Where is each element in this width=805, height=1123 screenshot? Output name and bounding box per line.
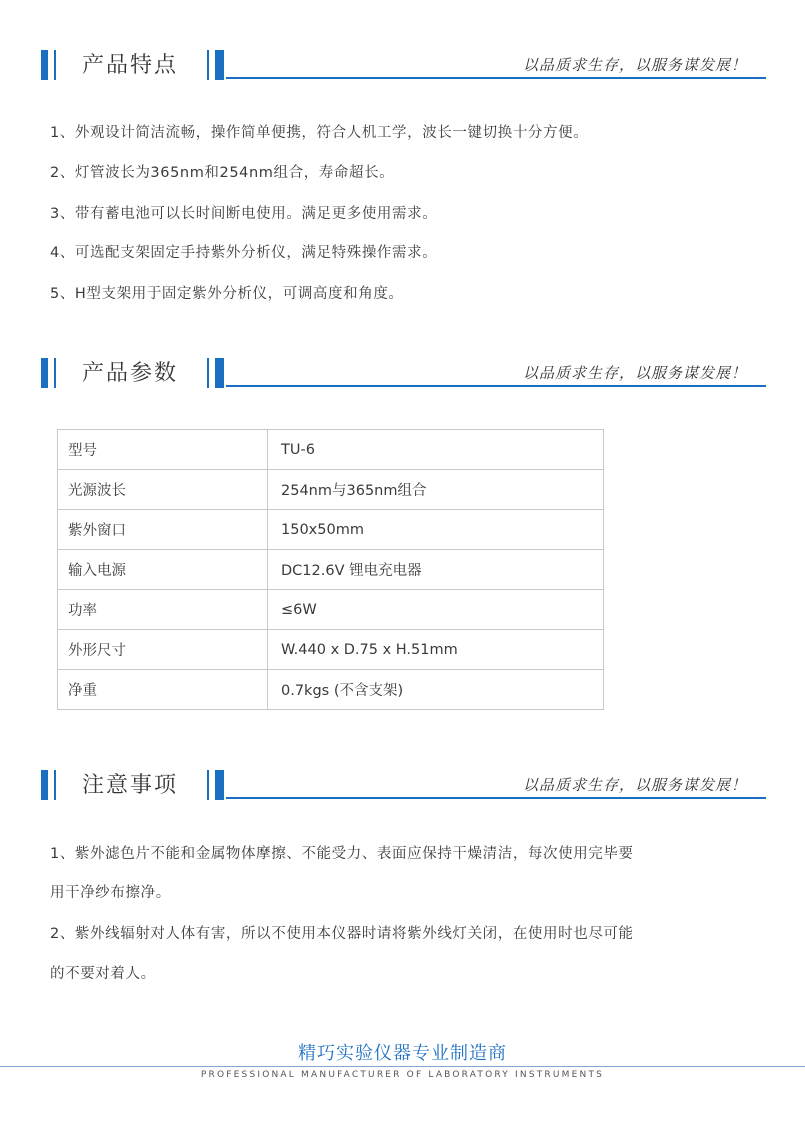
- notes-section-header: [0, 770, 805, 810]
- spec-key: 光源波长: [58, 470, 268, 510]
- header-accent-line: [54, 50, 56, 80]
- footer-tagline-cn: 精巧实验仪器专业制造商: [298, 1043, 507, 1064]
- spec-value: 0.7kgs (不含支架): [268, 670, 604, 710]
- spec-value: ≤6W: [268, 590, 604, 630]
- features-section-header: [0, 50, 805, 90]
- table-row: [58, 630, 604, 670]
- header-accent-bar: [41, 50, 48, 80]
- params-slogan: 以品质求生存，以服务谋发展！: [522, 364, 747, 382]
- header-accent-line: [207, 358, 209, 388]
- header-accent-line: [54, 770, 56, 800]
- spec-value: 254nm与365nm组合: [268, 470, 604, 510]
- spec-key: 紫外窗口: [58, 510, 268, 550]
- header-accent-line: [54, 358, 56, 388]
- feature-item: 2、灯管波长为365nm和254nm组合，寿命超长。: [50, 165, 395, 181]
- table-row: [58, 430, 604, 470]
- footer-tagline-en: PROFESSIONAL MANUFACTURER OF LABORATORY INSTRUMENTS: [200, 1070, 605, 1080]
- notes-slogan: 以品质求生存，以服务谋发展！: [522, 776, 747, 794]
- note-item-line: 用干净纱布擦净。: [50, 885, 171, 901]
- header-underline: [226, 797, 766, 799]
- feature-item: 5、H型支架用于固定紫外分析仪，可调高度和角度。: [50, 286, 404, 302]
- features-slogan: 以品质求生存，以服务谋发展！: [522, 56, 747, 74]
- note-item-line: 1、紫外滤色片不能和金属物体摩擦、不能受力、表面应保持干燥清洁，每次使用完毕要: [50, 846, 634, 862]
- spec-value: W.440 x D.75 x H.51mm: [268, 630, 604, 670]
- header-accent-bar: [41, 358, 48, 388]
- params-title: 产品参数: [82, 361, 179, 386]
- table-row: [58, 590, 604, 630]
- header-accent-line: [207, 50, 209, 80]
- spec-key: 净重: [58, 670, 268, 710]
- spec-value: 150x50mm: [268, 510, 604, 550]
- table-row: [58, 510, 604, 550]
- features-title: 产品特点: [82, 53, 179, 78]
- table-row: [58, 670, 604, 710]
- params-section-header: [0, 358, 805, 398]
- notes-title: 注意事项: [82, 773, 179, 798]
- table-row: [58, 550, 604, 590]
- header-underline: [226, 385, 766, 387]
- spec-table: [57, 429, 604, 710]
- header-underline: [226, 77, 766, 79]
- header-accent-bar: [41, 770, 48, 800]
- header-accent-line: [207, 770, 209, 800]
- spec-key: 型号: [58, 430, 268, 470]
- spec-value: TU-6: [268, 430, 604, 470]
- spec-value: DC12.6V 锂电充电器: [268, 550, 604, 590]
- feature-item: 4、可选配支架固定手持紫外分析仪，满足特殊操作需求。: [50, 245, 438, 261]
- footer-divider: [0, 1066, 805, 1067]
- feature-item: 1、外观设计简洁流畅，操作简单便携，符合人机工学，波长一键切换十分方便。: [50, 125, 589, 141]
- spec-key: 输入电源: [58, 550, 268, 590]
- header-accent-bar: [215, 358, 224, 388]
- note-item-line: 2、紫外线辐射对人体有害，所以不使用本仪器时请将紫外线灯关闭，在使用时也尽可能: [50, 926, 634, 942]
- spec-key: 外形尺寸: [58, 630, 268, 670]
- header-accent-bar: [215, 770, 224, 800]
- feature-item: 3、带有蓄电池可以长时间断电使用。满足更多使用需求。: [50, 206, 438, 222]
- note-item-line: 的不要对着人。: [50, 966, 156, 982]
- spec-key: 功率: [58, 590, 268, 630]
- header-accent-bar: [215, 50, 224, 80]
- table-row: [58, 470, 604, 510]
